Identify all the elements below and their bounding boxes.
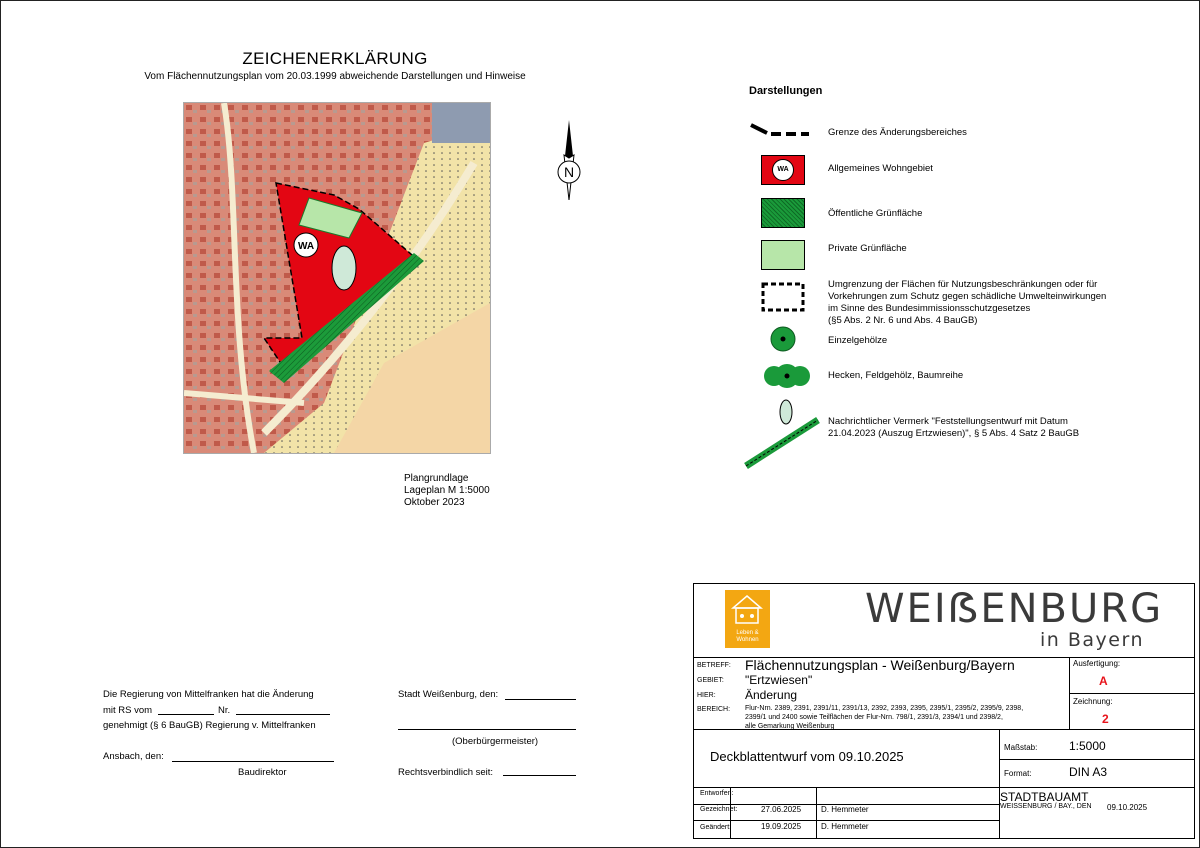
ausfertigung-value: A — [1099, 674, 1108, 688]
plan-basis-info — [404, 473, 490, 509]
stadt-label: Stadt Weißenburg, den: — [398, 689, 499, 700]
tree-symbol — [770, 326, 796, 357]
gebiet-value: "Ertzwiesen" — [745, 673, 813, 687]
deckblatt-value: Deckblattentwurf vom 09.10.2025 — [710, 749, 904, 764]
ansbach-label: Ansbach, den: — [103, 751, 164, 762]
city-brand: WEIẞENBURG — [865, 586, 1164, 632]
ort-den-label: WEISSENBURG / BAY., DEN — [1000, 803, 1092, 810]
bereich-line: Flur-Nrn. 2389, 2391, 2391/11, 2391/13, 2392, 2393, 2395, 2395/1, 2395/2, 2395/9, 2398, — [745, 705, 1024, 712]
city-logo — [725, 590, 770, 648]
tb-divider — [999, 729, 1000, 838]
hier-value: Änderung — [745, 688, 798, 702]
zeichnung-value: 2 — [1102, 712, 1109, 726]
rs-date-blank — [158, 714, 214, 715]
reg-line-2b: Nr. — [218, 705, 231, 716]
legend-heading: Darstellungen — [749, 85, 823, 97]
reg-line-2a: mit RS vom — [103, 705, 153, 716]
format-value: DIN A3 — [1069, 765, 1108, 779]
betreff-value: Flächennutzungsplan - Weißenburg/Bayern — [745, 657, 1015, 673]
ob-label: (Oberbürgermeister) — [452, 736, 539, 747]
betreff-label: BETREFF: — [697, 662, 731, 669]
hier-label: HIER: — [697, 692, 716, 699]
tb-divider — [1069, 657, 1070, 729]
bereich-line: 2399/1 und 2400 sowie Teilflächen der Flur-Nrn. 798/1, 2391/3, 2394/1 und 2398/2, — [745, 714, 1003, 721]
restriction-area-symbol — [760, 281, 806, 318]
note-line: 21.04.2023 (Auszug Ertzwiesen)", § 5 Abs. 4 Satz 2 BauGB — [828, 428, 1080, 439]
gezeichnet-date: 27.06.2025 — [761, 805, 802, 814]
plan-info-line: Oktober 2023 — [404, 497, 465, 508]
tb-divider — [999, 759, 1194, 760]
restriction-line: Vorkehrungen zum Schutz gegen schädliche Umwelteinwirkungen — [828, 291, 1107, 302]
legend-subtitle: Vom Flächennutzungsplan vom 20.03.1999 abweichende Darstellungen und Hinweise — [144, 71, 526, 82]
legend-item-boundary: Grenze des Änderungsbereiches — [828, 127, 967, 138]
map-graphic — [184, 103, 490, 453]
legend-item-note — [828, 416, 1079, 440]
city-brand-sub: in Bayern — [1040, 629, 1144, 651]
page-border-top — [0, 0, 1200, 1]
rs-number-blank — [236, 714, 330, 715]
rechtsverbindlich-line — [503, 775, 576, 776]
ort-datum: 09.10.2025 — [1107, 803, 1148, 812]
ob-signature-line — [398, 729, 576, 730]
rechtsverbindlich-label: Rechtsverbindlich seit: — [398, 767, 494, 778]
pond-feature — [332, 246, 356, 290]
gezeichnet-name: D. Hemmeter — [821, 805, 869, 814]
massstab-value: 1:5000 — [1069, 739, 1106, 753]
north-arrow-icon — [552, 120, 586, 200]
note-line: Nachrichtlicher Vermerk "Feststellungsentwurf mit Datum — [828, 416, 1068, 427]
reg-line-1: Die Regierung von Mittelfranken hat die Änderung — [103, 689, 314, 700]
stadtbauamt-label: STADTBAUAMT — [1000, 790, 1089, 804]
tb-divider — [694, 820, 999, 821]
reg-line-3: genehmigt (§ 6 BauGB) Regierung v. Mittelfranken — [103, 720, 316, 731]
wa-symbol-label: WA — [772, 159, 794, 181]
private-green-symbol — [761, 240, 805, 270]
legend-item-hedge: Hecken, Feldgehölz, Baumreihe — [828, 370, 964, 381]
stadt-date-line — [505, 699, 576, 700]
legend-title: ZEICHENERKLÄRUNG — [242, 49, 428, 68]
massstab-label: Maßstab: — [1004, 743, 1038, 752]
geaendert-label: Geändert: — [700, 824, 732, 831]
legend-item-restriction — [828, 279, 1106, 327]
legend-item-public-green: Öffentliche Grünfläche — [828, 208, 923, 219]
page-border-left — [0, 0, 1, 848]
plan-info-line: Plangrundlage — [404, 473, 469, 484]
tb-divider — [816, 787, 817, 838]
geaendert-date: 19.09.2025 — [761, 822, 802, 831]
public-green-symbol — [761, 198, 805, 228]
restriction-line: (§5 Abs. 2 Nr. 6 und Abs. 4 BauGB) — [828, 315, 978, 326]
house-icon — [725, 590, 770, 630]
logo-text: Wohnen — [736, 637, 759, 643]
entworfen-label: Entworfen: — [700, 790, 734, 797]
wa-symbol — [761, 155, 805, 185]
zeichnung-label: Zeichnung: — [1073, 697, 1113, 706]
logo-text: Leben & — [736, 630, 759, 636]
note-symbol — [742, 398, 822, 479]
gebiet-label: GEBIET: — [697, 677, 724, 684]
north-arrow — [552, 120, 586, 200]
geaendert-name: D. Hemmeter — [821, 822, 869, 831]
ausfertigung-label: Ausfertigung: — [1073, 659, 1121, 668]
restriction-line: Umgrenzung der Flächen für Nutzungsbeschränkungen oder für — [828, 279, 1098, 290]
north-label: N — [563, 164, 575, 180]
commercial-building — [432, 103, 490, 143]
bereich-line: alle Gemarkung Weißenburg — [745, 723, 835, 730]
tb-divider — [1069, 693, 1194, 694]
hedge-symbol — [762, 362, 812, 395]
gezeichnet-label: Gezeichnet: — [700, 806, 738, 813]
format-label: Format: — [1004, 769, 1032, 778]
legend-item-private-green: Private Grünfläche — [828, 243, 907, 254]
baudirektor-label: Baudirektor — [238, 767, 287, 778]
wa-marker-label: WA — [297, 241, 315, 252]
plan-info-line: Lageplan M 1:5000 — [404, 485, 490, 496]
legend-item-wa: Allgemeines Wohngebiet — [828, 163, 933, 174]
restriction-line: im Sinne des Bundesimmissionsschutzgesetzes — [828, 303, 1031, 314]
plan-map — [183, 102, 491, 454]
boundary-line-symbol — [749, 121, 811, 146]
legend-item-single-tree: Einzelgehölze — [828, 335, 888, 346]
ansbach-signature-line — [172, 761, 334, 762]
tb-divider — [694, 787, 1194, 788]
bereich-label: BEREICH: — [697, 706, 731, 713]
